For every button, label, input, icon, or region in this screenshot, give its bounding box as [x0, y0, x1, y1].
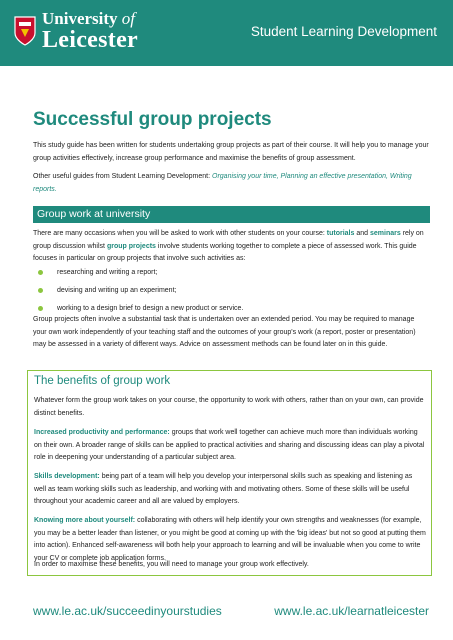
footer-link-succeed[interactable]: www.le.ac.uk/succeedinyourstudies: [33, 604, 222, 618]
section-heading-group-work: Group work at university: [33, 206, 430, 223]
link-planning-presentation[interactable]: Planning an effective presentation: [280, 173, 386, 180]
text-span: involve students working together to complete a piece of assessed work. This guide focuses in particular on group projects that involve such activities as:: [33, 242, 417, 262]
intro-paragraph: This study guide has been written for students undertaking group projects as part of their course. It will help you to manage your group activities effectively, increase group performance and maximise the benefits of group assessment.: [33, 142, 429, 162]
other-guides-prefix: Other useful guides from Student Learning Development:: [33, 173, 211, 180]
bullet-dot-icon: [38, 288, 43, 293]
benefit-label: Skills development:: [34, 473, 100, 480]
university-logo[interactable]: [14, 10, 138, 52]
logo-text-leicester: Leicester: [42, 27, 138, 53]
list-item: [38, 281, 428, 299]
list-item-text: working to a design brief to design a new product or service.: [57, 304, 244, 312]
bullet-dot-icon: [38, 306, 43, 311]
term-group-projects: group projects: [106, 242, 156, 250]
other-guides-paragraph: [33, 171, 429, 196]
header-banner: [0, 0, 453, 66]
benefit-text: groups that work well together can achieve much more than individuals working on their own. A broader range of skills can be applied to practical activities and sharing and discussing ideas can play a pivotal role in deepening your understanding of a particular subject area.: [34, 429, 425, 461]
link-organising-your-time[interactable]: Organising your time: [212, 173, 277, 180]
page-title: Successful group projects: [33, 109, 272, 130]
separator: ,: [276, 173, 279, 180]
activity-list: [38, 263, 428, 317]
benefits-box: [27, 370, 432, 576]
header-title: Student Learning Development: [250, 24, 437, 39]
benefits-closing: In order to maximise these benefits, you will need to manage your group work effectively.: [34, 561, 309, 568]
list-item: [38, 263, 428, 281]
benefit-label: Increased productivity and performance:: [34, 429, 170, 436]
crest-icon: [14, 16, 36, 46]
bullet-dot-icon: [38, 270, 43, 275]
benefit-text: collaborating with others will help identify your own strengths and weaknesses (for example, you may be a better leader than listener, or you might be good at coming up with the 'big ideas' but not so good at putting them into action). Enhanced self-awareness will both help your approach to learning and will be invaluable when you come to write your CV or complete job application forms.: [34, 517, 426, 562]
text-span: rely on group discussion whilst: [33, 230, 424, 250]
term-tutorials: tutorials: [326, 230, 355, 237]
separator: ,: [385, 173, 388, 180]
period: .: [54, 185, 57, 193]
benefit-self-knowledge: [34, 515, 426, 565]
footer-link-learn[interactable]: www.le.ac.uk/learnatleicester: [274, 604, 429, 618]
section-heading-benefits: The benefits of group work: [34, 375, 171, 387]
group-work-paragraph: [33, 228, 429, 266]
logo-text-of: of: [121, 9, 136, 28]
benefits-intro: Whatever form the group work takes on your course, the opportunity to work with others, rather than on your own, can provide distinct benefits.: [34, 397, 424, 417]
link-writing-reports[interactable]: Writing reports: [33, 173, 412, 193]
group-projects-paragraph: Group projects often involve a substantial task that is undertaken over an extended period. You may be required to manage your own work independently of your teaching staff and the outcomes of your group's work (a report, poster or presentation) may be assessed in a variety of different ways. Advice on assessment methods can be found later on in this guide.: [33, 316, 416, 348]
benefit-text: being part of a team will help you develop your interpersonal skills such as speaking and listening as well as team working skills such as leadership, and working with and motivating others. Some of these skills will be useful throughout your academic career and all are valued by employers.: [34, 473, 413, 505]
text-span: and: [356, 230, 369, 237]
benefit-productivity: [34, 427, 426, 465]
benefit-skills: [34, 471, 426, 509]
list-item-text: researching and writing a report;: [57, 268, 158, 276]
logo-text-university: University: [42, 9, 118, 28]
text-span: There are many occasions when you will be asked to work with other students on your course:: [33, 230, 325, 237]
benefit-label: Knowing more about yourself:: [34, 517, 136, 524]
list-item-text: devising and writing up an experiment;: [57, 286, 177, 294]
term-seminars: seminars: [369, 230, 401, 237]
